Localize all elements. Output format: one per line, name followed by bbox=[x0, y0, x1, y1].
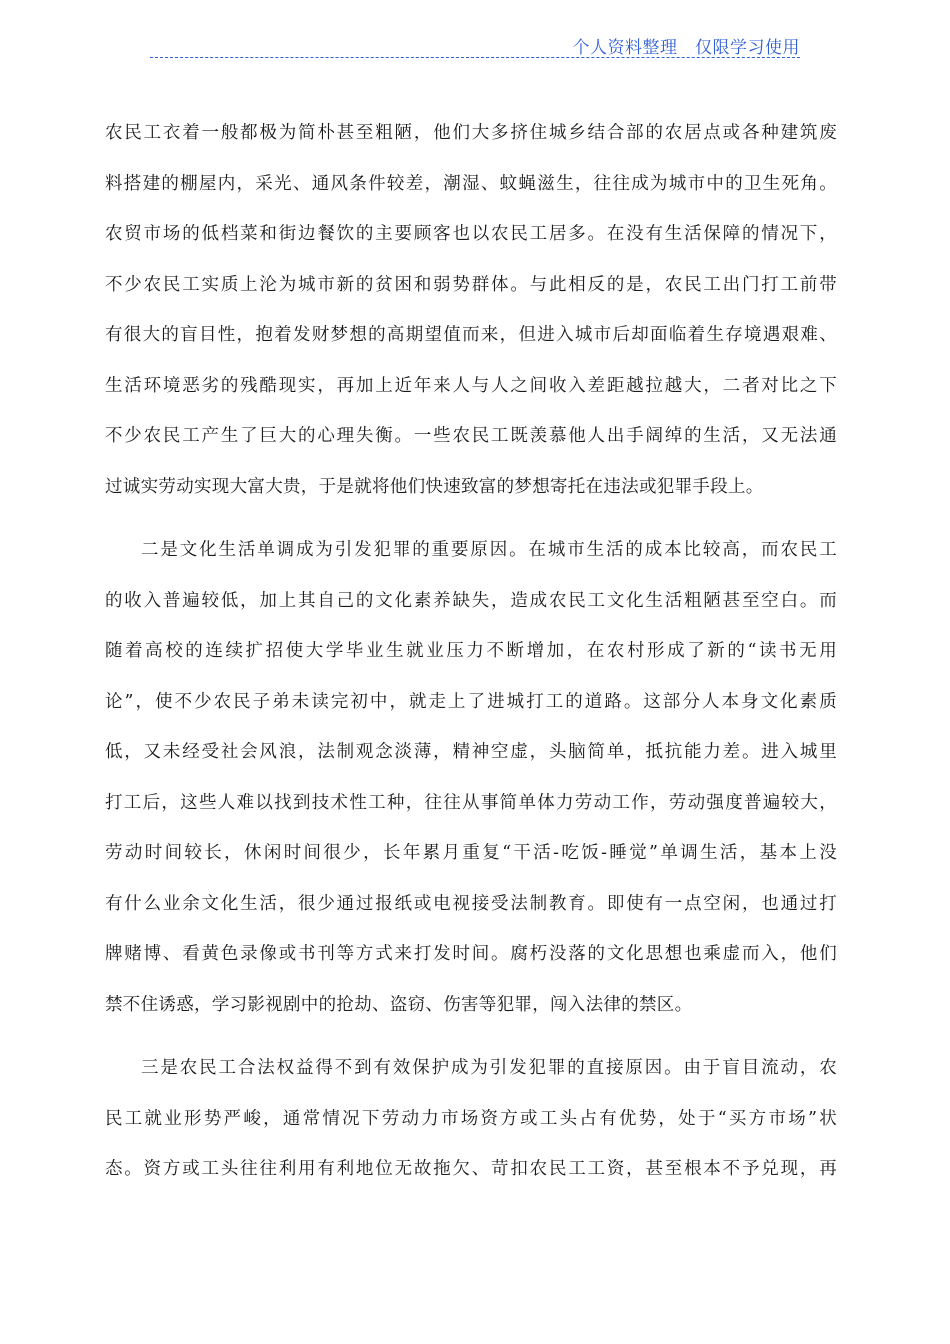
text-line: 民工就业形势严峻，通常情况下劳动力市场资方或工头占有优势，处于“买方市场”状 bbox=[105, 1108, 837, 1129]
text-line: 劳动时间较长，休闲时间很少，长年累月重复“干活-吃饭-睡觉”单调生活，基本上没 bbox=[105, 843, 837, 863]
text-line: 不少农民工实质上沦为城市新的贫困和弱势群体。与此相反的是，农民工出门打工前带 bbox=[105, 274, 837, 295]
text-line: 态。资方或工头往往利用有利地位无故拖欠、苛扣农民工工资，甚至根本不予兑现，再 bbox=[105, 1159, 837, 1179]
text-line: 禁不住诱惑，学习影视剧中的抢劫、盗窃、伤害等犯罪，闯入法律的禁区。 bbox=[105, 994, 693, 1015]
paragraph-3 bbox=[105, 1043, 837, 1195]
text-line: 有很大的盲目性，抱着发财梦想的高期望值而来，但进入城市后却面临着生存境遇艰难、 bbox=[105, 325, 837, 345]
text-line: 二是文化生活单调成为引发犯罪的重要原因。在城市生活的成本比较高，而农民工 bbox=[141, 540, 837, 560]
text-line: 的收入普遍较低，加上其自己的文化素养缺失，造成农民工文化生活粗陋甚至空白。而 bbox=[105, 590, 837, 611]
document-body bbox=[105, 108, 837, 1195]
header-dashed-rule bbox=[150, 57, 800, 58]
text-line: 过诚实劳动实现大富大贵，于是就将他们快速致富的梦想寄托在违法或犯罪手段上。 bbox=[105, 476, 764, 497]
text-line: 低，又未经受社会风浪，法制观念淡薄，精神空虚，头脑简单，抵抗能力差。进入城里 bbox=[105, 742, 837, 762]
text-line: 不少农民工产生了巨大的心理失衡。一些农民工既羡慕他人出手阔绰的生活，又无法通 bbox=[105, 426, 837, 446]
text-line: 农贸市场的低档菜和街边餐饮的主要顾客也以农民工居多。在没有生活保障的情况下， bbox=[105, 224, 837, 244]
text-line: 牌赌博、看黄色录像或书刊等方式来打发时间。腐朽没落的文化思想也乘虚而入，他们 bbox=[105, 944, 837, 964]
page-header bbox=[150, 38, 800, 60]
text-line: 论”，使不少农民子弟未读完初中，就走上了进城打工的道路。这部分人本身文化素质 bbox=[105, 691, 837, 712]
header-text: 个人资料整理 仅限学习使用 bbox=[572, 38, 800, 58]
text-line: 三是农民工合法权益得不到有效保护成为引发犯罪的直接原因。由于盲目流动，农 bbox=[141, 1058, 837, 1078]
text-line: 生活环境恶劣的残酷现实，再加上近年来人与人之间收入差距越拉越大，二者对比之下 bbox=[105, 375, 837, 396]
paragraph-1 bbox=[105, 108, 837, 512]
text-line: 随着高校的连续扩招使大学毕业生就业压力不断增加，在农村形成了新的“读书无用 bbox=[105, 641, 837, 661]
text-line: 打工后，这些人难以找到技术性工种，往往从事简单体力劳动工作，劳动强度普遍较大， bbox=[105, 792, 837, 813]
text-line: 农民工衣着一般都极为简朴甚至粗陋，他们大多挤住城乡结合部的农居点或各种建筑废 bbox=[105, 123, 837, 143]
text-line: 有什么业余文化生活，很少通过报纸或电视接受法制教育。即使有一点空闲，也通过打 bbox=[105, 893, 837, 914]
paragraph-2 bbox=[105, 525, 837, 1030]
text-line: 料搭建的棚屋内，采光、通风条件较差，潮湿、蚊蝇滋生，往往成为城市中的卫生死角。 bbox=[105, 173, 837, 194]
